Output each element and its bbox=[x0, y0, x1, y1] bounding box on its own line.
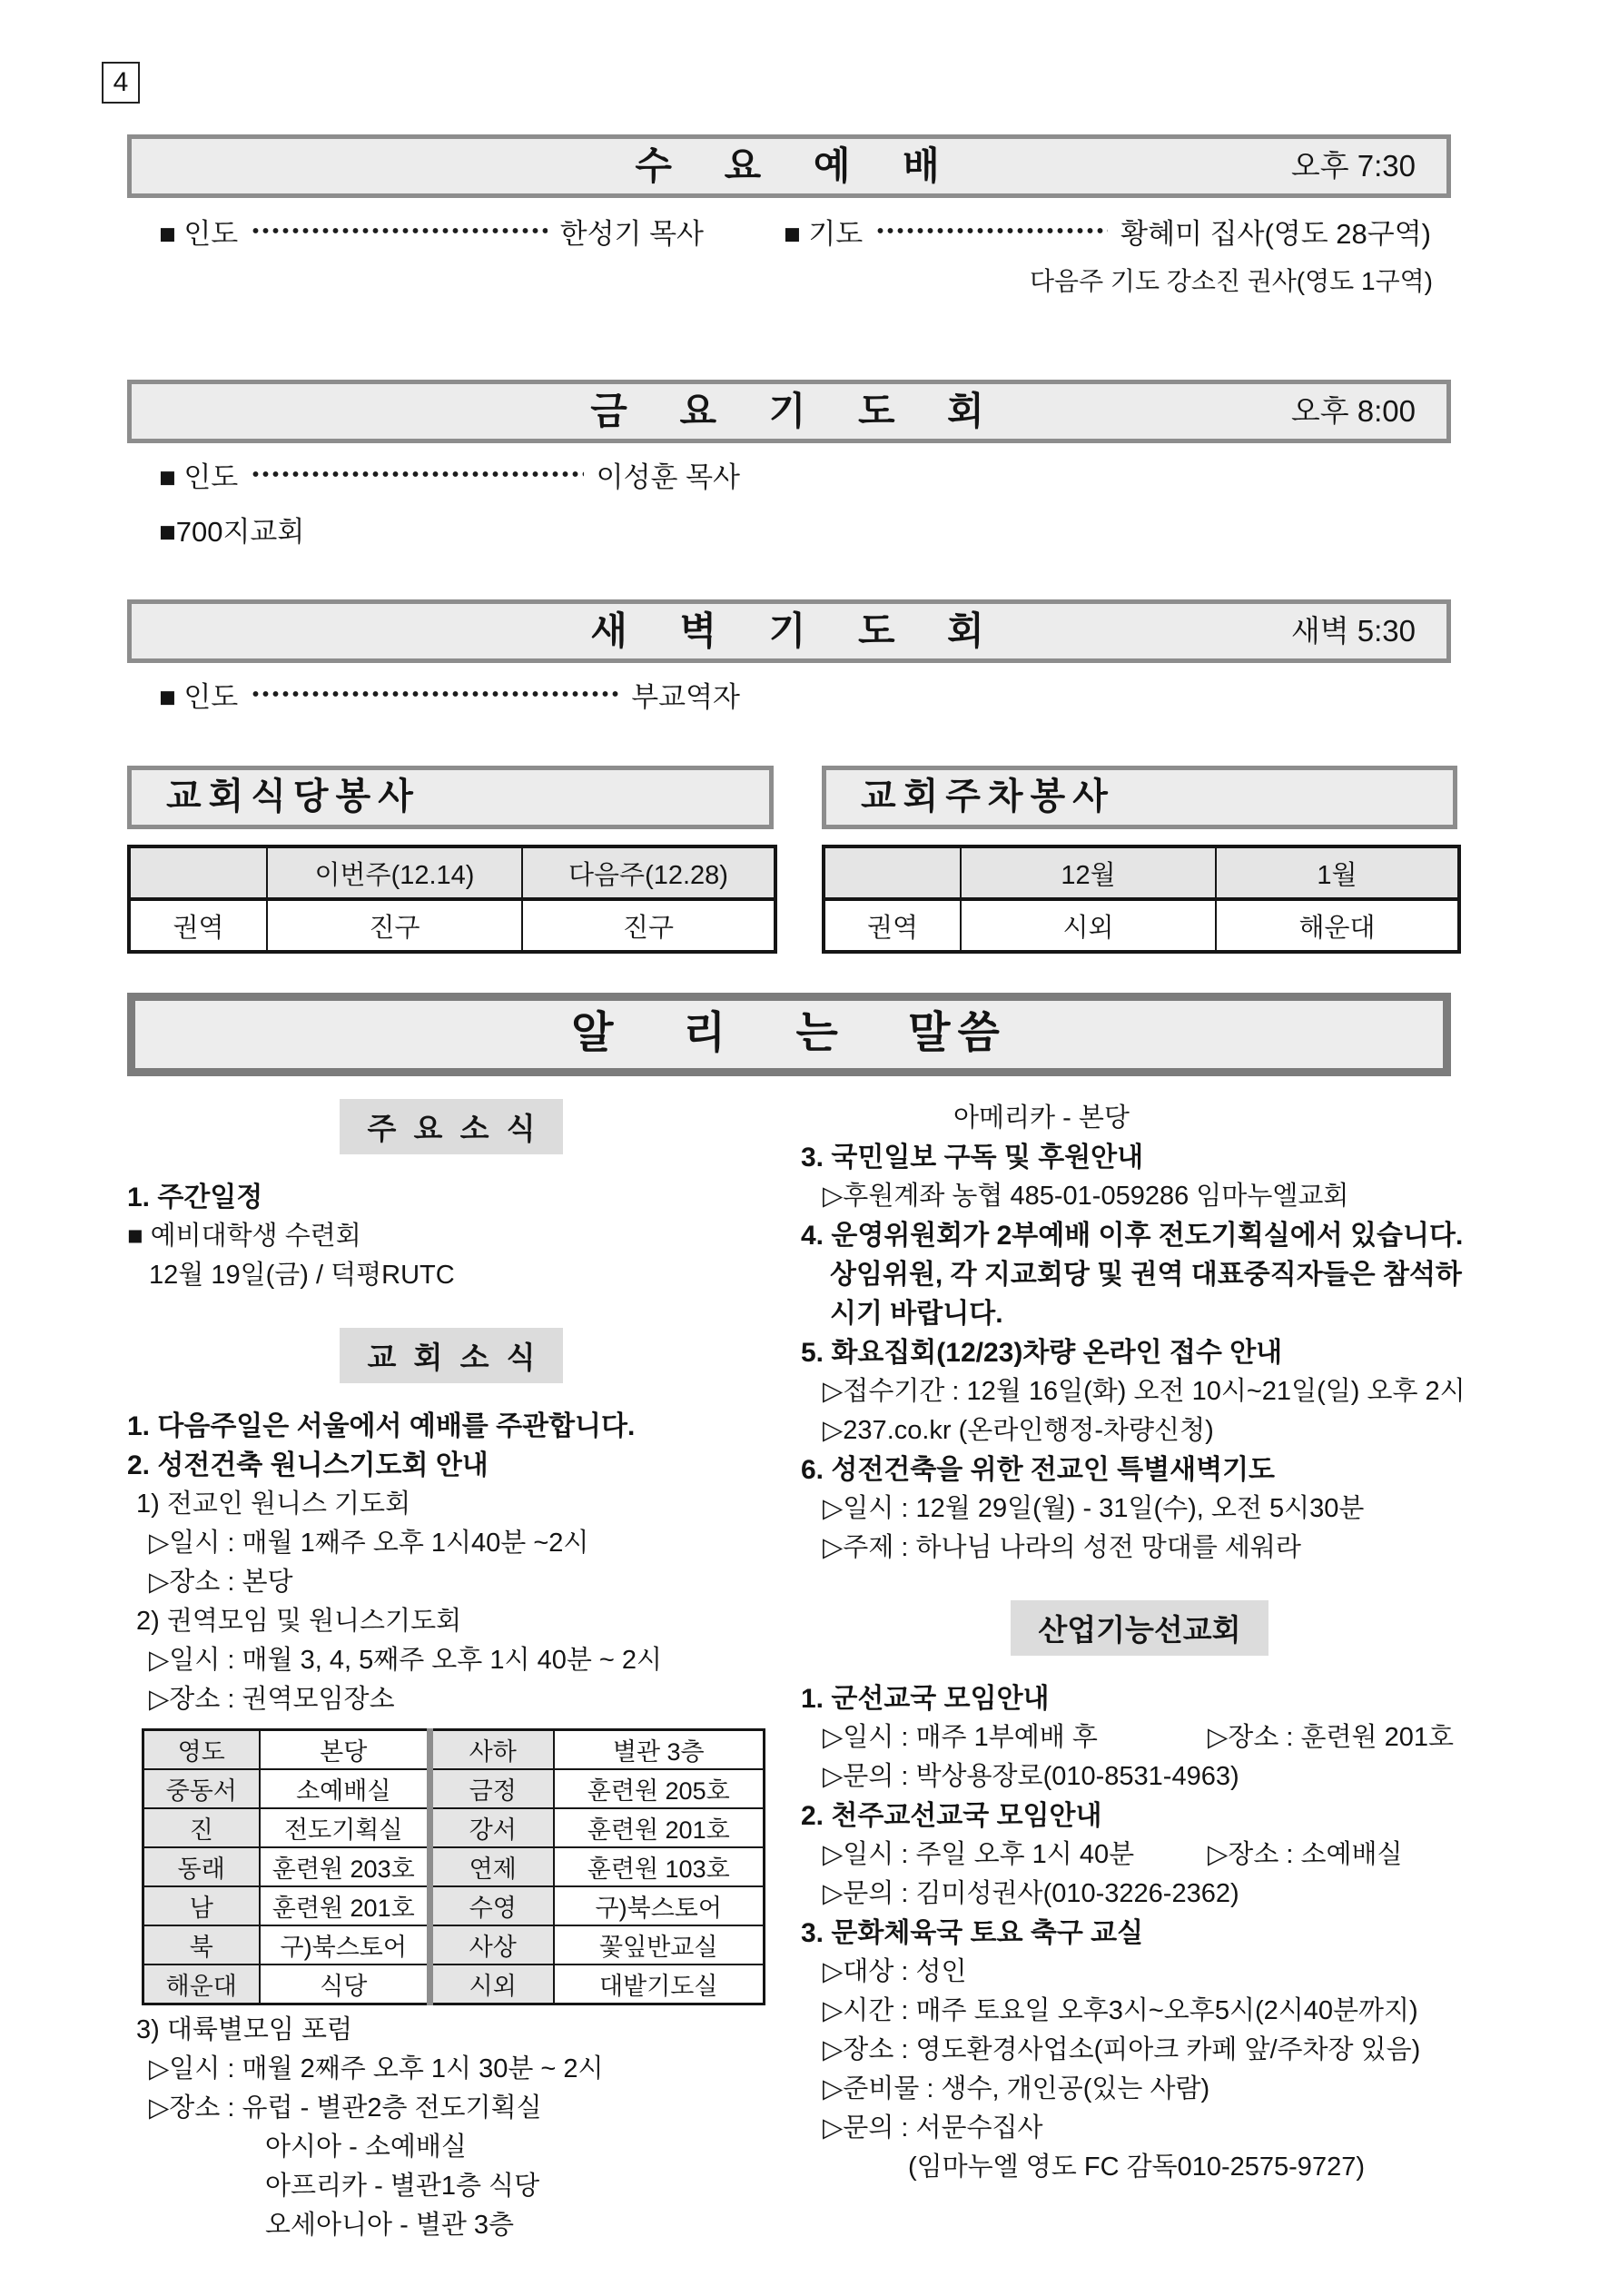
soccer-class-time: ▷시간 : 매주 토요일 오후3시~오후5시(2시40분까지) bbox=[823, 1996, 1418, 2025]
section-time: 새벽 5:30 bbox=[1290, 614, 1416, 648]
announcements-right-column bbox=[801, 1099, 1478, 2187]
tuesday-meeting-website: ▷237.co.kr (온라인행정-차량신청) bbox=[823, 1416, 1214, 1445]
section-title: 새 벽 기 도 회 bbox=[590, 609, 988, 652]
table-cell: 훈련원 203호 bbox=[260, 1847, 430, 1886]
soccer-class-contact-phone: (임마누엘 영도 FC 감독010-2575-9727) bbox=[908, 2152, 1365, 2182]
table-cell: 강서 bbox=[430, 1808, 554, 1847]
section-bar-friday-prayer bbox=[127, 380, 1451, 443]
table-cell: 남 bbox=[143, 1886, 260, 1925]
table-cell: 동래 bbox=[143, 1847, 260, 1886]
table-cell: 훈련원 201호 bbox=[554, 1808, 765, 1847]
table-cell: 시외 bbox=[961, 899, 1216, 952]
dotted-leader bbox=[875, 225, 1108, 236]
section-time: 오후 8:00 bbox=[1290, 394, 1416, 428]
table-header-row bbox=[824, 846, 1459, 899]
table-cell: 시외 bbox=[430, 1964, 554, 2004]
table-cell: 권역 bbox=[129, 899, 267, 952]
table-row bbox=[824, 899, 1459, 952]
friday-lead-line bbox=[159, 454, 740, 494]
role-value: 한성기 목사 bbox=[559, 217, 704, 250]
meeting-place: ▷장소 : 소예배실 bbox=[1208, 1840, 1403, 1869]
catholic-mission-contact: ▷문의 : 김미성권사(010-3226-2362) bbox=[823, 1879, 1239, 1908]
newspaper-item-title: 3. 국민일보 구독 및 후원안내 bbox=[801, 1143, 1144, 1173]
continental-forum-place-oceania: 오세아니아 - 별관 3층 bbox=[265, 2211, 515, 2240]
role-value: 부교역자 bbox=[631, 680, 740, 713]
table-cell: 해운대 bbox=[1216, 899, 1459, 952]
region-meeting-time: ▷일시 : 매월 3, 4, 5째주 오후 1시 40분 ~ 2시 bbox=[149, 1646, 663, 1675]
table-cell: 훈련원 205호 bbox=[554, 1769, 765, 1808]
dotted-leader bbox=[251, 225, 547, 236]
oneness-prayer-time: ▷일시 : 매월 1째주 오후 1시40분 ~2시 bbox=[149, 1529, 589, 1558]
soccer-class-target: ▷대상 : 성인 bbox=[823, 1957, 967, 1986]
special-dawn-prayer-title: 6. 성전건축을 위한 전교인 특별새벽기도 bbox=[801, 1455, 1276, 1485]
meeting-place: ▷장소 : 훈련원 201호 bbox=[1208, 1723, 1455, 1752]
military-mission-title: 1. 군선교국 모임안내 bbox=[801, 1684, 1050, 1714]
table-cell: 별관 3층 bbox=[554, 1730, 765, 1770]
table-cell: 권역 bbox=[824, 899, 961, 952]
table-cell: 본당 bbox=[260, 1730, 430, 1770]
table-cell: 식당 bbox=[260, 1964, 430, 2004]
church-news-item-2: 2. 성전건축 원니스기도회 안내 bbox=[127, 1450, 489, 1480]
continental-forum-place-asia: 아시아 - 소예배실 bbox=[265, 2133, 467, 2162]
table-cell: 진 bbox=[143, 1808, 260, 1847]
military-mission-contact: ▷문의 : 박상용장로(010-8531-4963) bbox=[823, 1762, 1239, 1791]
table-cell: 사하 bbox=[430, 1730, 554, 1770]
announcements-left-column bbox=[127, 1099, 775, 2245]
role-value: 황혜미 집사(영도 28구역) bbox=[1120, 217, 1431, 250]
table-cell: 영도 bbox=[143, 1730, 260, 1770]
section-title: 금 요 기 도 회 bbox=[590, 390, 988, 432]
table-cell: 전도기획실 bbox=[260, 1808, 430, 1847]
section-time: 오후 7:30 bbox=[1290, 149, 1416, 183]
table-cell: 해운대 bbox=[143, 1964, 260, 2004]
parking-duty-title: 교회주차봉사 bbox=[822, 766, 1457, 829]
table-row bbox=[143, 1769, 765, 1808]
committee-item-line2: 상임위원, 각 지교회당 및 권역 대표중직자들은 참석하 bbox=[830, 1260, 1462, 1290]
region-meeting-place: ▷장소 : 권역모임장소 bbox=[149, 1685, 395, 1714]
table-cell: 사상 bbox=[430, 1925, 554, 1964]
oneness-prayer-place: ▷장소 : 본당 bbox=[149, 1568, 293, 1597]
table-header-row bbox=[129, 846, 775, 899]
badge-major-news: 주 요 소 식 bbox=[340, 1099, 562, 1154]
dotted-leader bbox=[251, 688, 618, 699]
table-cell: 연제 bbox=[430, 1847, 554, 1886]
table-cell: 훈련원 201호 bbox=[260, 1886, 430, 1925]
table-row bbox=[129, 899, 775, 952]
parking-duty-table bbox=[822, 845, 1461, 954]
wednesday-roles-row bbox=[127, 211, 1451, 251]
table-cell: 구)북스토어 bbox=[554, 1886, 765, 1925]
announcements-title-bar: 알 리 는 말씀 bbox=[127, 993, 1451, 1076]
table-row bbox=[143, 1847, 765, 1886]
soccer-class-contact: ▷문의 : 서문수집사 bbox=[823, 2113, 1043, 2143]
weekly-schedule-title: 1. 주간일정 bbox=[127, 1183, 263, 1212]
meeting-time: ▷일시 : 주일 오후 1시 40분 bbox=[823, 1840, 1135, 1869]
continental-forum-title: 3) 대륙별모임 포럼 bbox=[136, 2015, 352, 2044]
table-header-cell: 다음주(12.28) bbox=[522, 846, 775, 899]
oneness-prayer-title: 1) 전교인 원니스 기도회 bbox=[136, 1489, 411, 1519]
region-meeting-title: 2) 권역모임 및 원니스기도회 bbox=[136, 1607, 462, 1636]
committee-item-line1: 4. 운영위원회가 2부예배 이후 전도기획실에서 있습니다. bbox=[801, 1221, 1464, 1251]
special-dawn-prayer-time: ▷일시 : 12월 29일(월) - 31일(수), 오전 5시30분 bbox=[823, 1494, 1365, 1523]
badge-industry-mission: 산업기능선교회 bbox=[1011, 1600, 1268, 1656]
section-bar-wednesday-worship bbox=[127, 134, 1451, 198]
soccer-class-supplies: ▷준비물 : 생수, 개인공(있는 사람) bbox=[823, 2074, 1210, 2103]
badge-church-news: 교 회 소 식 bbox=[340, 1328, 562, 1383]
committee-item-line3: 시기 바랍니다. bbox=[830, 1299, 1003, 1329]
table-cell: 진구 bbox=[267, 899, 522, 952]
role-label: ■ 인도 bbox=[159, 217, 239, 250]
church-news-item-1: 1. 다음주일은 서울에서 예배를 주관합니다. bbox=[127, 1411, 636, 1441]
meeting-time: ▷일시 : 매주 1부예배 후 bbox=[823, 1723, 1098, 1752]
dawn-lead-line bbox=[159, 674, 740, 714]
retreat-line: ■ 예비대학생 수련회 bbox=[127, 1222, 361, 1251]
table-cell: 금정 bbox=[430, 1769, 554, 1808]
table-cell: 소예배실 bbox=[260, 1769, 430, 1808]
table-row bbox=[143, 1964, 765, 2004]
tuesday-meeting-item-title: 5. 화요집회(12/23)차량 온라인 접수 안내 bbox=[801, 1338, 1283, 1368]
section-bar-dawn-prayer bbox=[127, 599, 1451, 663]
continental-forum-place-america: 아메리카 - 본당 bbox=[953, 1103, 1130, 1133]
table-cell: 진구 bbox=[522, 899, 775, 952]
table-header-cell: 1월 bbox=[1216, 846, 1459, 899]
table-cell: 꽃잎반교실 bbox=[554, 1925, 765, 1964]
next-week-prayer-note: 다음주 기도 강소진 권사(영도 1구역) bbox=[1029, 267, 1433, 295]
continental-forum-time: ▷일시 : 매월 2째주 오후 1시 30분 ~ 2시 bbox=[149, 2054, 604, 2083]
table-row bbox=[143, 1886, 765, 1925]
page-number: 4 bbox=[102, 62, 140, 104]
newspaper-account-line: ▷후원계좌 농협 485-01-059286 임마누엘교회 bbox=[823, 1182, 1349, 1211]
cafeteria-duty-table bbox=[127, 845, 777, 954]
cafeteria-duty-title: 교회식당봉사 bbox=[127, 766, 774, 829]
table-row bbox=[143, 1808, 765, 1847]
role-label: ■ 기도 bbox=[784, 217, 864, 250]
wednesday-prayer-line bbox=[784, 211, 1431, 251]
table-row bbox=[143, 1730, 765, 1770]
military-mission-time-place bbox=[801, 1718, 1478, 1757]
role-value: 이성훈 목사 bbox=[596, 460, 740, 493]
catholic-mission-title: 2. 천주교선교국 모임안내 bbox=[801, 1801, 1102, 1831]
table-header-cell bbox=[129, 846, 267, 899]
table-cell: 대밭기도실 bbox=[554, 1964, 765, 2004]
soccer-class-place: ▷장소 : 영도환경사업소(피아크 카페 앞/주차장 있음) bbox=[823, 2035, 1421, 2064]
tuesday-meeting-period: ▷접수기간 : 12월 16일(화) 오전 10시~21일(일) 오후 2시 bbox=[823, 1377, 1466, 1406]
catholic-mission-time-place bbox=[801, 1836, 1478, 1875]
continental-forum-place-europe: ▷장소 : 유럽 - 별관2층 전도기획실 bbox=[149, 2093, 542, 2123]
table-header-cell bbox=[824, 846, 961, 899]
table-header-cell: 12월 bbox=[961, 846, 1216, 899]
table-cell: 수영 bbox=[430, 1886, 554, 1925]
table-cell: 중동서 bbox=[143, 1769, 260, 1808]
table-cell: 구)북스토어 bbox=[260, 1925, 430, 1964]
soccer-class-title: 3. 문화체육국 토요 축구 교실 bbox=[801, 1918, 1144, 1948]
retreat-date-line: 12월 19일(금) / 덕평RUTC bbox=[149, 1261, 455, 1290]
wednesday-lead-line bbox=[159, 211, 704, 251]
section-title: 수 요 예 배 bbox=[635, 144, 943, 187]
role-label: ■ 인도 bbox=[159, 680, 239, 713]
friday-branch-note: ■700지교회 bbox=[159, 516, 305, 548]
table-cell: 훈련원 103호 bbox=[554, 1847, 765, 1886]
table-cell: 북 bbox=[143, 1925, 260, 1964]
dotted-leader bbox=[251, 469, 583, 480]
role-label: ■ 인도 bbox=[159, 460, 239, 493]
continental-forum-place-africa: 아프리카 - 별관1층 식당 bbox=[265, 2172, 540, 2201]
region-venue-table bbox=[142, 1728, 765, 2005]
table-header-cell: 이번주(12.14) bbox=[267, 846, 522, 899]
table-row bbox=[143, 1925, 765, 1964]
special-dawn-prayer-theme: ▷주제 : 하나님 나라의 성전 망대를 세워라 bbox=[823, 1533, 1301, 1562]
